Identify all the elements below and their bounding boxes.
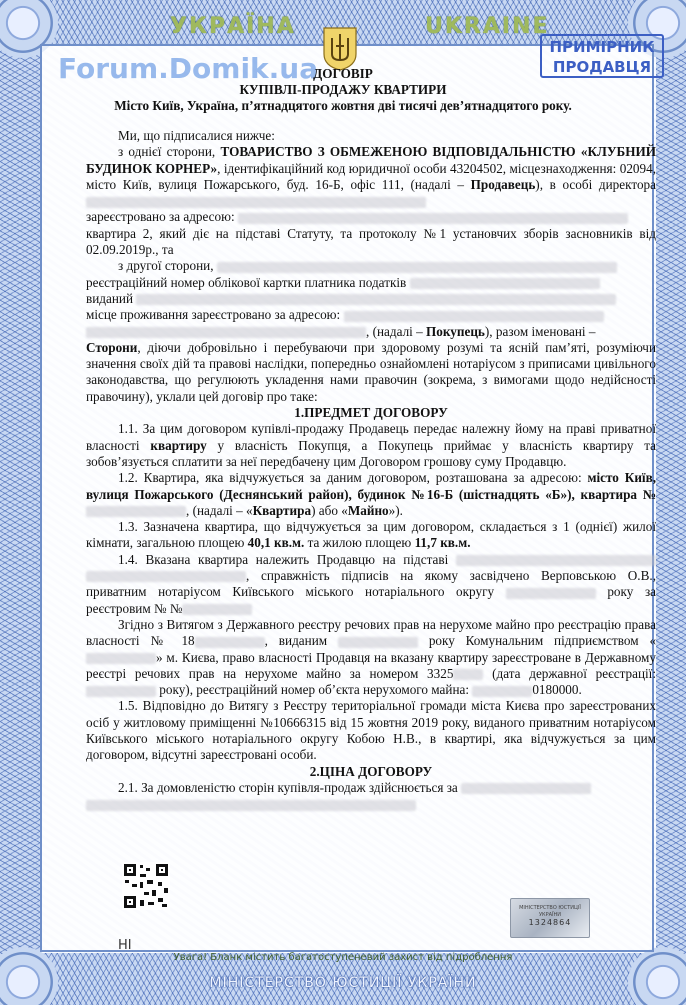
clause-2-1: 2.1. За домовленістю сторін купівля-продаж здійснюється за [86,780,656,796]
buyer-residence: місце проживання зареєстровано за адресою: [86,307,656,323]
ministry-footer: МІНІСТЕРСТВО ЮСТИЦІЇ УКРАЇНИ [209,975,477,991]
buyer-term-line: , (надалі – Покупець), разом іменовані – [86,324,656,340]
redacted-field [506,588,596,599]
seller-apartment-line: квартира 2, який діє на підставі Статуту, та протоколу №1 установчих зборів засновників від 02.09.2019р., та [86,225,656,258]
clause-2-1-continued [86,796,656,812]
redacted-field [182,604,252,615]
redacted-field [338,637,418,648]
document-subtitle: КУПІВЛІ-ПРОДАЖУ КВАРТИРИ [239,82,447,97]
section-1-heading: 1.ПРЕДМЕТ ДОГОВОРУ [294,405,448,421]
redacted-field [86,653,156,664]
intro: Ми, що підписалися нижче: [118,128,275,143]
redacted-field [86,800,416,811]
redacted-field [456,555,656,566]
redacted-field [195,637,265,648]
redacted-field [410,278,600,289]
redacted-field [86,506,186,517]
frame-left [0,0,40,1005]
buyer-issued: виданий [86,291,656,307]
clause-1-4-registry: Згідно з Витягом з Державного реєстру речових прав на нерухоме майно про реєстрацію права власності № 18 , виданим року Комунальним підприємством «» м. Києва, право власності Продавця на вказану квартиру зареєстроване в Державному реєстрі речових прав на нерухоме майно за номером 3325 (дата державної реєстрації: року), реєстраційний номер об’єкта нерухомого майна: 0180000. [86,616,657,698]
redacted-field [472,686,532,697]
redacted-field [238,213,628,224]
qr-code-text: НІ [118,938,132,953]
clause-1-4: 1.4. Вказана квартира належить Продавцю на підставі , справжність підписів на якому засвідчено Верповською О.В., приватним нотаріусом Київського міського нотаріального округу року за реєстровим № № [86,551,657,616]
forum-watermark: Forum.Domik.ua [58,52,319,85]
seller-registered: зареєстровано за адресою: [86,209,656,225]
clause-1-1: 1.1. За цим договором купівлі-продажу Продавець передає належну йому на праві приватної власності квартиру у власність Покупця, а Покупець приймає у власність квартиру та зобов’язується сплатити за неї передбачену цим Договором грошову суму Продавцю. [86,421,657,469]
clause-1-5: 1.5. Відповідно до Витягу з Реєстру територіальної громади міста Києва про зареєстрованих осіб у житловому приміщенні №10666315 від 15 жовтня 2019 року, виданого приватним нотаріусом Київського міського нотаріального округу Кобою Н.В., в квартирі, яка відчужується за цим договором, відсутні зареєстровані особи. [86,698,656,763]
document-title: ДОГОВІР [313,66,373,81]
document-body [86,128,656,812]
redacted-field [453,669,483,680]
banner-ukraine-en: UKRAINE [425,14,550,39]
hologram-label: МІНІСТЕРСТВО ЮСТИЦІЇ УКРАЇНИ [519,905,581,918]
parties-statement: Сторони, діючи добровільно і перебуваючи при здоровому розумі та ясній пам’яті, розуміючи значення своїх дій та правові наслідки, попередньо ознайомлені нотаріусом з приписами цивільного законодавства, що регулюють укладення нами правочин (зокрема, з вимогами щодо недійсності правочину), уклали цей договір про таке: [86,339,656,404]
frame-right [656,0,686,1005]
section-2-heading: 2.ЦІНА ДОГОВОРУ [309,763,433,779]
redacted-field [136,294,616,305]
stamp-text: ПРИМІРНИК ПРОДАВЦЯ [549,38,655,76]
qr-code-icon [122,862,170,910]
hologram-sticker [510,898,590,938]
redacted-field [344,311,604,322]
buyer-tax-card: реєстраційний номер облікової картки платника податків [86,275,656,291]
redacted-field [217,262,617,273]
party-seller: з однієї сторони, ТОВАРИСТВО З ОБМЕЖЕНОЮ ВІДПОВІДАЛЬНІСТЮ «КЛУБНИЙ БУДИНОК КОРНЕР», ідентифікаційний код юридичної особи 43204502, місцезнаходження: 02094, місто Київ, вулиця Пожарського, буд. 16-Б, офіс 111, (надалі – Продавець), в особі директора [86,144,656,209]
banner-ukraine-ua: УКРАЇНА [170,14,296,39]
place-date: Місто Київ, Україна, п’ятнадцятого жовтня дві тисячі дев’ятнадцятого року. [114,98,572,113]
clause-1-3: 1.3. Зазначена квартира, що відчужується за цим договором, складається з 1 (однієї) жилої кімнати, загальною площею 40,1 кв.м. та жилою площею 11,7 кв.м. [86,519,656,551]
redacted-field [461,783,591,794]
redacted-field [86,571,246,582]
trident-icon [320,24,360,72]
redacted-field [86,197,426,208]
redacted-field [86,686,156,697]
security-note: Увага! Бланк містить багатоступеневий захист від підроблення [173,952,513,963]
redacted-field [86,327,366,338]
party-buyer: з другої сторони, [86,258,656,274]
clause-1-2: 1.2. Квартира, яка відчужується за даним договором, розташована за адресою: місто Київ, вулиця Пожарського (Деснянський район), будинок №16-Б (шістнадцять «Б»), квартира №, (надалі – «Квартира) або «Майно»). [86,470,656,518]
hologram-number: 1324864 [528,918,572,927]
